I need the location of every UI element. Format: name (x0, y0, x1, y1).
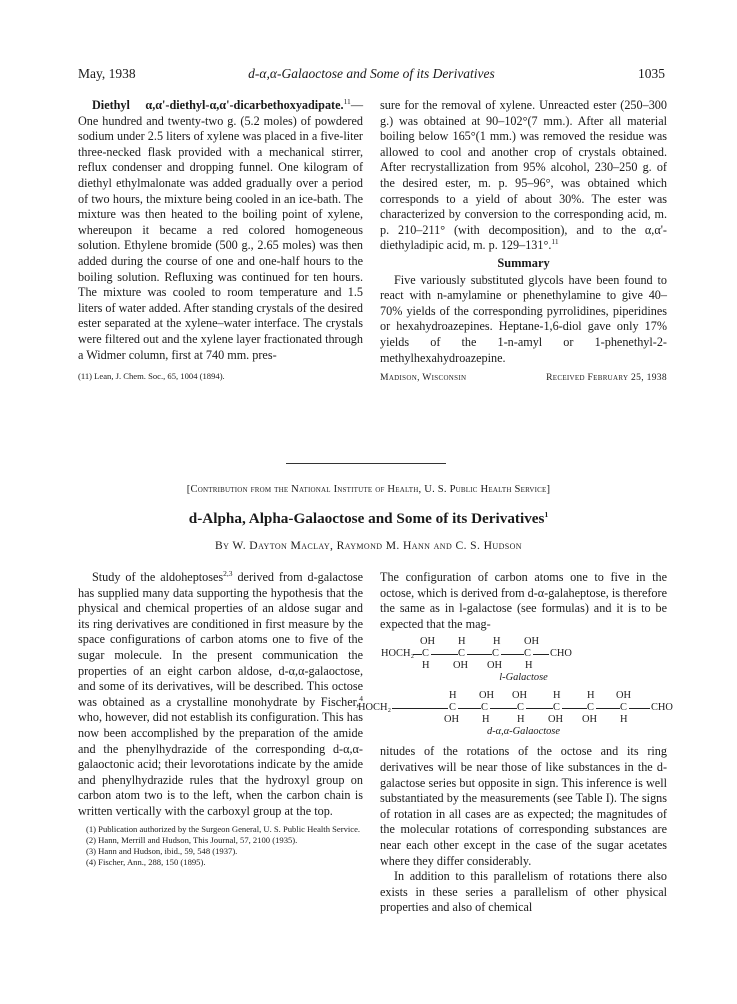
top-right-column (380, 98, 667, 384)
bottom-left-column (78, 570, 363, 868)
galactose-bond (467, 654, 492, 655)
galaoctose-suffix: CHO (651, 702, 673, 714)
galactose-bottom-1: H (422, 660, 430, 672)
rotation-paragraph: nitudes of the rotations of the octose and its ring derivatives will be near those of like substances in the d-galactose series but opposite in sign. This inference is well substantiated by the measurements (see Table I). The signs of rotation in all cases are as expected; the magnitudes of the molecular rotations of corresponding substances are near each other except in the case of the sugar acetates where they differ considerably. (380, 744, 667, 868)
galaoctose-carbon-4: C (553, 702, 560, 714)
galactose-carbon-4: C (524, 648, 531, 660)
parallelism-paragraph: In addition to this parallelism of rotations there also exists in these series a parallelism of other physical properties and also of chemical (380, 869, 667, 915)
section-divider (286, 463, 446, 464)
ester-preparation-paragraph (78, 98, 363, 363)
galaoctose-top-2: OH (479, 690, 495, 702)
galaoctose-bottom-3: H (517, 714, 525, 726)
galactose-bottom-2: OH (453, 660, 469, 672)
title-reference: 1 (544, 509, 549, 519)
galactose-caption: l-Galactose (499, 672, 548, 684)
galaoctose-bond (458, 708, 481, 709)
galactose-carbon-1: C (422, 648, 429, 660)
header-date: May, 1938 (78, 66, 136, 81)
bottom-right-column (358, 570, 673, 916)
footnote-3: (3) Hann and Hudson, ibid., 59, 548 (1937). (86, 845, 238, 856)
footnote-4: (4) Fischer, Ann., 288, 150 (1895). (86, 856, 206, 867)
header-page-number: 1035 (638, 66, 665, 81)
footnote-1: (1) Publication authorized by the Surgeon General, U. S. Public Health Service. (86, 823, 361, 834)
galactose-bond (413, 654, 422, 655)
galactose-bond (533, 654, 549, 655)
intro-reference-4: 4 (359, 693, 363, 703)
header-running-title: d-α,α-Galaoctose and Some of its Derivatives (248, 66, 495, 81)
galaoctose-caption: d-α,α-Galaoctose (487, 726, 560, 738)
summary-text: Five variously substituted glycols have been found to react with n-amylamine or phenethylamine to give 40–70% yields of the corresponding pyrrolidines, piperidines or hexahydroazepines. Heptane-1,6-diol gave only 17% yields of the 1-n-amyl or 1-phenethyl-2-methylhexahydroazepine. (380, 272, 667, 365)
ester-continuation-paragraph (380, 98, 667, 254)
galaoctose-bottom-4: OH (548, 714, 564, 726)
galaoctose-bottom-6: H (620, 714, 628, 726)
galaoctose-top-5: H (587, 690, 595, 702)
intro-text-end: who, however, did not establish its configuration. This has now been accomplished by the preparation of the amide and the phenylhydrazide of the corresponding d-α,α-galaoctonic acid; their levorotations indicate by the amide and phenylhydrazide rules that the hydroxyl group on carbon atom two is to the left, when the carbon chain is written vertically with the carboxyl group at the top. (78, 710, 363, 818)
galaoctose-top-6: OH (616, 690, 632, 702)
ester-preparation-text: —One hundred and twenty-two g. (5.2 moles) of powdered sodium under 2.5 liters of xylene was placed in a five-liter three-necked flask provided with a mechanical stirrer, reflux condenser and dropping funnel. One kilogram of diethyl ethylmalonate was added gradually over a period of two hours, the mixture being cooled in an ice-bath. The mixture was then heated to the boiling point of xylene, whereupon it became a red colored homogeneous solution. Ethylene bromide (500 g., 2.65 moles) was then added during the course of one and one-half hours to the boiling solution. Refluxing was continued for ten hours. The mixture was cooled to room temperature and 1.5 liters of water added. After standing crystals of the desired ester separated at the xylene–water interface. The crystals were filtered out and the xylene layer fractionated through a Widmer column, first at 740 mm. pres- (78, 98, 363, 362)
galactose-bottom-4: H (525, 660, 533, 672)
galactose-top-3: H (493, 636, 501, 648)
intro-text-start: Study of the aldoheptoses (92, 570, 224, 584)
received-date: Received February 25, 1938 (546, 372, 667, 384)
galaoctose-bottom-1: OH (444, 714, 460, 726)
galaoctose-top-1: H (449, 690, 457, 702)
galaoctose-carbon-5: C (587, 702, 594, 714)
running-header (78, 66, 665, 86)
galaoctose-bond (562, 708, 587, 709)
galaoctose-bond (629, 708, 650, 709)
author-byline: By W. Dayton Maclay, Raymond M. Hann and C. S. Hudson (215, 539, 522, 552)
article-title (40, 510, 697, 528)
galactose-bottom-3: OH (487, 660, 503, 672)
galactose-prefix: HOCH₂ (381, 648, 415, 660)
contribution-line: [Contribution from the National Institute of Health, U. S. Public Health Service] (186, 484, 551, 495)
galaoctose-carbon-2: C (481, 702, 488, 714)
galaoctose-top-3: OH (512, 690, 528, 702)
top-left-column (78, 98, 363, 382)
signature-line (380, 370, 667, 384)
ester-continuation-text: sure for the removal of xylene. Unreacted ester (250–300 g.) was obtained at 90–102°(7 mm.). After all material boiling below 165°(1 mm.) was removed the residue was allowed to cool and another crop of crystals obtained. After recrystallization from 95% alcohol, 230–250 g. of the desired ester, m. p. 95–96°, was obtained which corresponds to a yield of about 30%. The ester was characterized by conversion to the corresponding acid, m. p. 210–211° (with decomposition), and to the α,α'-diethyladipic acid, m. p. 129–131°. (380, 98, 667, 253)
galaoctose-bottom-5: OH (582, 714, 598, 726)
galactose-carbon-2: C (458, 648, 465, 660)
galaoctose-carbon-3: C (517, 702, 524, 714)
intro-text-middle: derived from d-galactose has supplied many data supporting the hypothesis that the physical and chemical properties of an aldose sugar and its ring derivatives are conditioned in first measure by the space configurations of carbon atoms one to five of the sugar molecule. In the present communication the properties of an eight carbon aldose, d-α,α-galaoctose, and some of its derivatives, will be described. This octose was obtained as a crystalline monohydrate by Fischer, (78, 570, 363, 709)
l-galactose-formula (380, 636, 667, 684)
continuation-reference: 11 (551, 237, 559, 247)
galactose-top-4: OH (524, 636, 540, 648)
intro-reference-2-3: 2,3 (223, 568, 233, 578)
galactose-carbon-3: C (492, 648, 499, 660)
galactose-bond (501, 654, 524, 655)
galaoctose-top-4: H (553, 690, 561, 702)
footnote-11: (11) Lean, J. Chem. Soc., 65, 1004 (1894). (78, 371, 225, 382)
galaoctose-bond (490, 708, 517, 709)
galaoctose-bond (526, 708, 553, 709)
place-label: Madison, Wisconsin (380, 372, 467, 384)
galaoctose-prefix: HOCH₂ (358, 702, 392, 714)
galaoctose-bottom-2: H (482, 714, 490, 726)
footnote-2: (2) Hann, Merrill and Hudson, This Journal, 57, 2100 (1935). (86, 834, 298, 845)
galaoctose-bond (596, 708, 620, 709)
d-galaoctose-formula (358, 690, 673, 738)
galactose-top-1: OH (420, 636, 436, 648)
compound-heading: Diethyl α,α'-diethyl-α,α'-dicarbethoxyadipate. (92, 98, 344, 112)
galaoctose-carbon-6: C (620, 702, 627, 714)
article-title-text: d-Alpha, Alpha-Galaoctose and Some of its Derivatives (188, 510, 545, 527)
footnotes (78, 824, 363, 868)
heading-reference: 11 (343, 96, 351, 106)
introduction-paragraph (78, 570, 363, 820)
galaoctose-carbon-1: C (449, 702, 456, 714)
configuration-paragraph: The configuration of carbon atoms one to five in the octose, which is derived from d-α-galaheptose, is therefore the same as in l-galactose (see formulas) and it is to be expected that the mag- (380, 570, 667, 631)
galactose-suffix: CHO (550, 648, 572, 660)
summary-heading: Summary (497, 255, 550, 270)
galactose-top-2: H (458, 636, 466, 648)
galactose-bond (431, 654, 458, 655)
galaoctose-bond (392, 708, 448, 709)
